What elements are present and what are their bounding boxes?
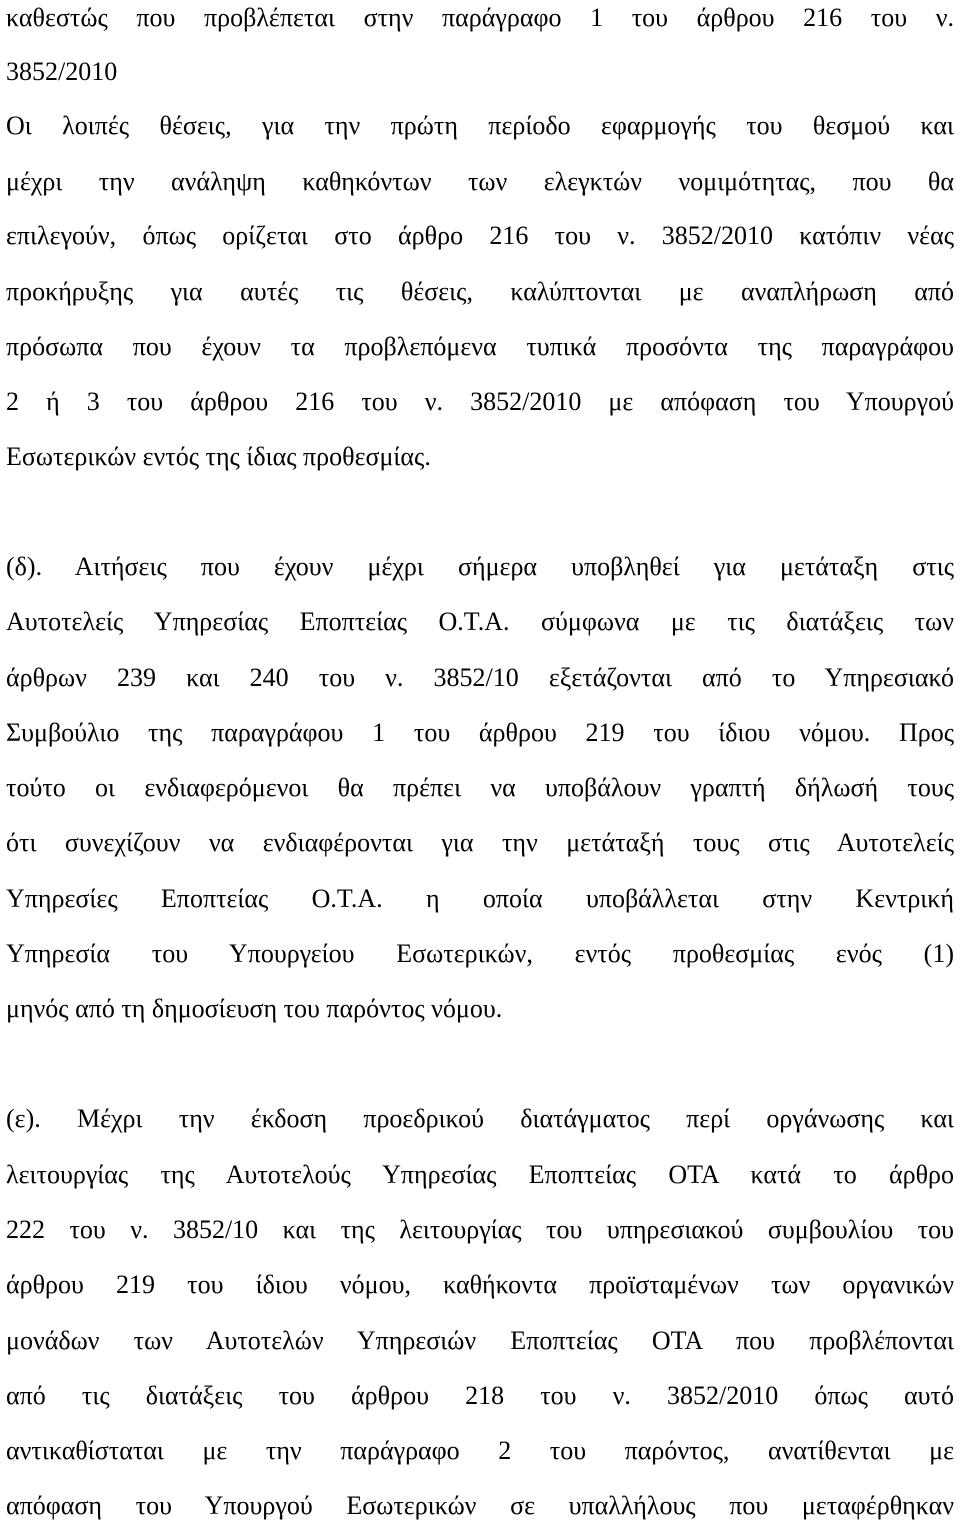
text-line: τούτο οι ενδιαφερόμενοι θα πρέπει να υποβάλουν γραπτή δήλωσή τους: [6, 773, 954, 802]
text-line: 2 ή 3 του άρθρου 216 του ν. 3852/2010 με απόφαση του Υπουργού: [6, 387, 954, 416]
text-line: Οι λοιπές θέσεις, για την πρώτη περίοδο εφαρμογής του θεσμού και: [6, 111, 954, 140]
text-line: λειτουργίας της Αυτοτελούς Υπηρεσίας Εποπτείας ΟΤΑ κατά το άρθρο: [6, 1160, 954, 1189]
text-line: πρόσωπα που έχουν τα προβλεπόμενα τυπικά προσόντα της παραγράφου: [6, 332, 954, 361]
text-line: προκήρυξης για αυτές τις θέσεις, καλύπτονται με αναπλήρωση από: [6, 277, 954, 306]
text-line: άρθρου 219 του ίδιου νόμου, καθήκοντα προϊσταμένων των οργανικών: [6, 1270, 954, 1299]
text-line: από τις διατάξεις του άρθρου 218 του ν. 3852/2010 όπως αυτό: [6, 1381, 954, 1410]
text-line: Υπηρεσίες Εποπτείας Ο.Τ.Α. η οποία υποβάλλεται στην Κεντρική: [6, 884, 954, 913]
text-line: 3852/2010: [6, 57, 118, 86]
text-line: καθεστώς που προβλέπεται στην παράγραφο 1 του άρθρου 216 του ν.: [6, 3, 954, 32]
text-line: αντικαθίσταται με την παράγραφο 2 του παρόντος, ανατίθενται με: [6, 1436, 954, 1465]
text-line: Υπηρεσία του Υπουργείου Εσωτερικών, εντός προθεσμίας ενός (1): [6, 939, 954, 968]
text-line: Αυτοτελείς Υπηρεσίας Εποπτείας Ο.Τ.Α. σύμφωνα με τις διατάξεις των: [6, 607, 954, 636]
text-line: 222 του ν. 3852/10 και της λειτουργίας του υπηρεσιακού συμβουλίου του: [6, 1215, 954, 1244]
text-line: Συμβούλιο της παραγράφου 1 του άρθρου 219 του ίδιου νόμου. Προς: [6, 718, 954, 747]
text-line: Εσωτερικών εντός της ίδιας προθεσμίας.: [6, 442, 431, 471]
text-line: άρθρων 239 και 240 του ν. 3852/10 εξετάζονται από το Υπηρεσιακό: [6, 663, 954, 692]
text-line: μονάδων των Αυτοτελών Υπηρεσιών Εποπτείας ΟΤΑ που προβλέπονται: [6, 1326, 954, 1355]
text-line: μηνός από τη δημοσίευση του παρόντος νόμου.: [6, 994, 503, 1023]
text-line: απόφαση του Υπουργού Εσωτερικών σε υπαλλήλους που μεταφέρθηκαν: [6, 1491, 954, 1520]
text-line: ότι συνεχίζουν να ενδιαφέρονται για την μετάταξή τους στις Αυτοτελείς: [6, 828, 954, 857]
text-line: (δ). Αιτήσεις που έχουν μέχρι σήμερα υποβληθεί για μετάταξη στις: [6, 552, 954, 581]
text-line: (ε). Μέχρι την έκδοση προεδρικού διατάγματος περί οργάνωσης και: [6, 1104, 954, 1133]
text-line: επιλεγούν, όπως ορίζεται στο άρθρο 216 του ν. 3852/2010 κατόπιν νέας: [6, 221, 954, 250]
text-line: μέχρι την ανάληψη καθηκόντων των ελεγκτών νομιμότητας, που θα: [6, 167, 954, 196]
